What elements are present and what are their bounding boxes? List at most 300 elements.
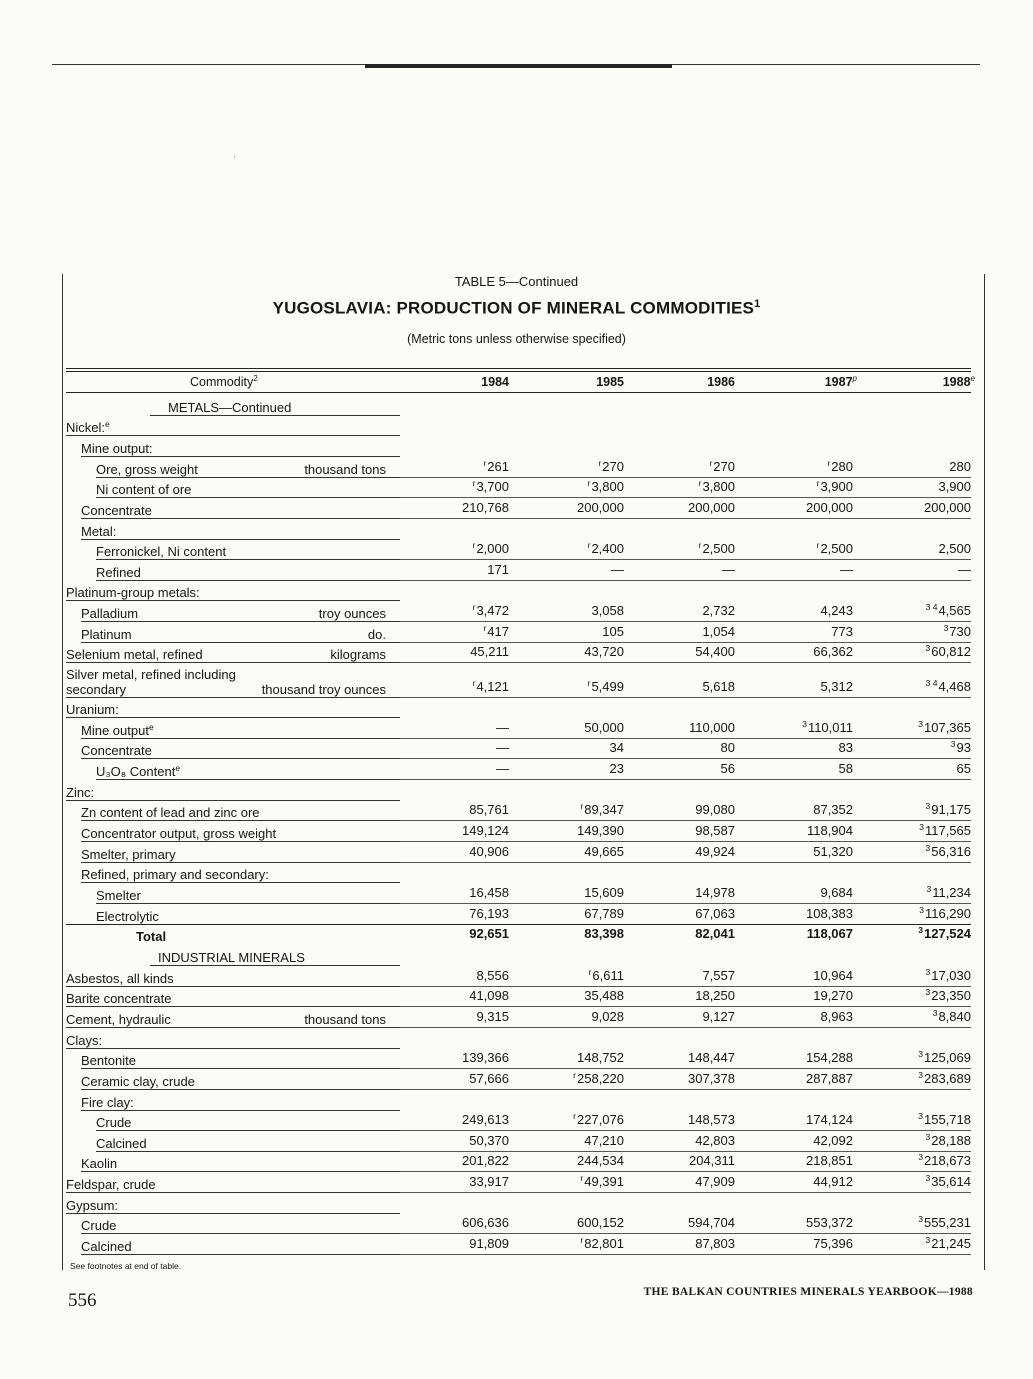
- cell-value: [483, 458, 509, 474]
- value-text: 11,234: [932, 885, 971, 900]
- table-row: [0, 739, 1033, 760]
- value-marker: r: [483, 457, 487, 468]
- row-label-text: Ore, gross weight: [96, 461, 198, 477]
- row-label-text: Asbestos, all kinds: [66, 970, 174, 986]
- value-text: 6,611: [592, 967, 624, 983]
- row-label-text: Refined: [96, 564, 141, 580]
- row-label-text: Metal:: [81, 523, 117, 539]
- value-text: 21,245: [931, 1236, 971, 1252]
- cell-value: [699, 478, 735, 494]
- value-text: 28,188: [931, 1132, 971, 1148]
- value-marker: 3: [918, 1069, 923, 1080]
- column-header-1986: [707, 374, 735, 389]
- cell-value: [709, 458, 735, 474]
- cell-value: [611, 562, 624, 577]
- year-label: 1986: [707, 375, 735, 390]
- value-text: —: [840, 561, 853, 577]
- row-label-text: Crude: [81, 1218, 117, 1234]
- value-text: 107,365: [924, 719, 971, 735]
- value-text: 3,900: [938, 479, 971, 495]
- table-row: [0, 498, 1033, 519]
- value-text: 270: [713, 458, 735, 474]
- cell-value: [695, 644, 735, 659]
- cell-value: [702, 1009, 735, 1024]
- cell-value: [584, 906, 624, 921]
- row-label-text: Ceramic clay, crude: [81, 1073, 195, 1089]
- value-text: 83: [838, 740, 853, 756]
- value-text: 89,347: [584, 802, 624, 818]
- year-label: 1987: [824, 375, 853, 390]
- value-marker: r: [698, 478, 702, 489]
- value-text: 76,193: [469, 905, 509, 921]
- cell-value: [702, 624, 735, 639]
- cell-value: [610, 761, 624, 776]
- value-text: 2,400: [591, 541, 624, 557]
- value-text: 91,175: [931, 802, 971, 818]
- cell-value: [588, 478, 624, 494]
- table-row: [0, 1090, 1033, 1111]
- value-row-rule: [400, 1254, 971, 1255]
- value-text: 44,912: [813, 1174, 853, 1190]
- total-rule: [66, 924, 971, 925]
- row-unit: thousand tons: [304, 461, 386, 477]
- value-text: 3,800: [702, 479, 735, 495]
- row-label-text: Palladium: [81, 606, 139, 622]
- row-label: [96, 763, 180, 779]
- value-marker: 3: [918, 718, 923, 729]
- cell-value: [813, 1133, 853, 1148]
- row-label: [81, 867, 269, 882]
- cell-value: [938, 479, 971, 494]
- value-marker: r: [472, 478, 476, 489]
- value-text: 85,761: [469, 802, 509, 818]
- cell-value: [918, 719, 971, 735]
- row-label: [81, 441, 153, 456]
- value-text: 118,067: [806, 926, 853, 942]
- row-label: [96, 909, 159, 924]
- cell-value: [462, 1153, 509, 1168]
- row-label: [66, 667, 236, 697]
- cell-value: [469, 906, 509, 921]
- value-text: 600,152: [577, 1215, 624, 1231]
- value-marker: 3: [925, 1131, 931, 1142]
- cell-value: [688, 1112, 735, 1127]
- value-text: 117,565: [924, 823, 971, 839]
- table-row: [0, 436, 1033, 457]
- cell-value: [462, 823, 509, 838]
- cell-value: [469, 844, 509, 859]
- cell-value: [926, 1235, 972, 1251]
- cell-value: [591, 1009, 624, 1024]
- value-text: 3,472: [476, 603, 509, 619]
- cell-value: [721, 740, 735, 755]
- value-text: 42,092: [813, 1132, 853, 1148]
- cell-value: [695, 926, 735, 941]
- table-row: [0, 663, 1033, 697]
- cell-value: [695, 1236, 735, 1251]
- page-number: 556: [68, 1290, 97, 1311]
- row-label: [66, 702, 119, 717]
- row-label: [81, 627, 132, 642]
- value-text: 200,000: [577, 499, 624, 515]
- cell-value: [689, 1153, 735, 1168]
- value-text: 83,398: [584, 926, 624, 942]
- value-text: 33,917: [469, 1174, 509, 1190]
- row-label: [81, 1074, 195, 1089]
- cell-value: [958, 562, 971, 577]
- table-row: [0, 842, 1033, 863]
- value-text: 45,211: [470, 644, 509, 660]
- cell-value: [839, 761, 853, 776]
- value-text: 66,362: [813, 644, 853, 660]
- value-text: 35,488: [584, 988, 624, 1004]
- value-text: 54,400: [695, 644, 735, 660]
- value-text: 3,800: [591, 479, 624, 495]
- value-marker: 3: [925, 643, 931, 654]
- cell-value: [806, 1153, 853, 1168]
- cell-value: [462, 1050, 509, 1065]
- row-label-text: Smelter, primary: [81, 846, 176, 862]
- value-text: 35,614: [931, 1174, 971, 1190]
- cell-value: [584, 644, 624, 659]
- table-row: [0, 602, 1033, 623]
- row-label-text: Zinc:: [66, 784, 95, 800]
- value-marker: r: [580, 801, 584, 812]
- value-marker: r: [483, 622, 487, 633]
- table-row: [0, 416, 1033, 437]
- value-text: 82,041: [695, 926, 735, 942]
- value-text: 2,732: [702, 603, 735, 619]
- row-label: [66, 971, 174, 986]
- row-unit: thousand troy ounces: [261, 681, 386, 697]
- value-text: 82,801: [584, 1236, 624, 1252]
- value-text: 244,534: [577, 1153, 624, 1169]
- row-label: [66, 1033, 102, 1048]
- table-row: [0, 698, 1033, 719]
- cell-value: [695, 823, 735, 838]
- value-text: 200,000: [806, 499, 853, 515]
- value-text: 8,840: [938, 1008, 971, 1024]
- row-label-text: Ferronickel, Ni content: [96, 544, 227, 560]
- row-label-text: Kaolin: [81, 1156, 118, 1172]
- cell-value: [695, 1174, 735, 1189]
- label-footnote-marker: e: [105, 419, 110, 430]
- value-marker: r: [587, 540, 591, 551]
- cell-value: [469, 1071, 509, 1086]
- cell-value: [918, 925, 971, 941]
- row-label: [81, 826, 276, 841]
- value-text: 50,000: [584, 719, 624, 735]
- cell-value: [806, 1050, 853, 1065]
- row-label-text: Electrolytic: [96, 908, 159, 924]
- value-text: 110,011: [807, 719, 853, 735]
- scan-speck: ': [234, 155, 236, 164]
- cell-value: [695, 885, 735, 900]
- value-text: 218,851: [806, 1153, 853, 1169]
- cell-value: [580, 1173, 624, 1189]
- value-text: 204,311: [688, 1153, 735, 1169]
- cell-value: [584, 926, 624, 941]
- row-label-text: Calcined: [96, 1135, 147, 1151]
- value-marker: 3 4: [925, 602, 938, 613]
- cell-value: [820, 603, 853, 618]
- value-text: 174,124: [806, 1112, 853, 1128]
- cell-value: [476, 968, 509, 983]
- cell-value: [926, 967, 972, 983]
- table-row: [0, 1172, 1033, 1193]
- value-text: 4,121: [476, 678, 509, 694]
- row-label: [66, 785, 94, 800]
- cell-value: [949, 459, 971, 474]
- value-marker: 3: [950, 739, 956, 750]
- value-marker: r: [709, 457, 713, 468]
- value-text: 201,822: [462, 1153, 509, 1169]
- value-text: 417: [487, 623, 509, 639]
- cell-value: [496, 761, 509, 776]
- table-row: [0, 540, 1033, 561]
- value-marker: 3 4: [925, 677, 938, 688]
- cell-value: [813, 644, 853, 659]
- table-row: [0, 457, 1033, 478]
- value-text: 67,063: [695, 905, 735, 921]
- row-label: [66, 585, 200, 600]
- value-text: 75,396: [813, 1236, 853, 1252]
- value-text: 15,609: [584, 885, 624, 900]
- value-text: 87,352: [813, 802, 853, 818]
- row-label: [96, 1136, 147, 1151]
- cell-value: [820, 679, 853, 694]
- row-label: [136, 929, 166, 944]
- row-label: [66, 991, 172, 1006]
- value-marker: r: [588, 966, 592, 977]
- row-label-line: Silver metal, refined including: [66, 666, 236, 682]
- cell-value: [602, 624, 624, 639]
- cell-value: [926, 987, 972, 1003]
- value-text: 287,887: [806, 1070, 853, 1086]
- cell-value: [584, 844, 624, 859]
- value-text: 10,964: [813, 967, 853, 983]
- cell-value: [695, 802, 735, 817]
- table-row: [0, 883, 1033, 904]
- value-text: 139,366: [462, 1050, 509, 1066]
- value-marker: 3: [918, 1152, 923, 1163]
- value-text: 553,372: [806, 1215, 853, 1231]
- value-marker: 3: [918, 1214, 923, 1225]
- cell-value: [918, 1214, 971, 1230]
- value-text: 270: [602, 458, 624, 474]
- value-text: 555,231: [924, 1215, 971, 1231]
- cell-value: [584, 988, 624, 1003]
- cell-value: [688, 1050, 735, 1065]
- row-label-text: Crude: [96, 1115, 132, 1131]
- value-marker: r: [472, 677, 476, 688]
- value-text: —: [496, 761, 509, 777]
- cell-value: [699, 540, 735, 556]
- cell-value: [577, 1215, 624, 1230]
- value-text: 18,250: [695, 988, 735, 1004]
- value-text: 283,689: [924, 1070, 971, 1086]
- cell-value: [918, 1152, 971, 1168]
- row-label: [81, 503, 152, 518]
- cell-value: [806, 500, 853, 515]
- row-leader-line: [81, 1254, 400, 1255]
- table-row: [0, 966, 1033, 987]
- section-heading: [0, 395, 1033, 416]
- row-label-text: Platinum-group metals:: [66, 585, 200, 601]
- value-text: 93: [956, 740, 971, 756]
- value-text: 148,752: [577, 1050, 624, 1066]
- commodity-footnote-marker: 2: [253, 374, 258, 383]
- row-label-text: Bentonite: [81, 1053, 136, 1069]
- table-row: [0, 863, 1033, 884]
- table-row: [0, 718, 1033, 739]
- value-marker: r: [598, 457, 602, 468]
- table-row: [0, 1193, 1033, 1214]
- cell-value: [806, 1112, 853, 1127]
- section-heading-label: METALS—Continued: [168, 399, 292, 415]
- row-label-text: Feldspar, crude: [66, 1177, 156, 1193]
- row-label-text: Gypsum:: [66, 1197, 119, 1213]
- value-text: 8,556: [476, 967, 509, 983]
- value-text: 34: [609, 740, 624, 756]
- value-text: 154,288: [806, 1050, 853, 1066]
- cell-value: [806, 906, 853, 921]
- row-label-text: Concentrate: [81, 743, 152, 759]
- cell-value: [462, 500, 509, 515]
- cell-value: [589, 967, 624, 983]
- cell-value: [806, 1215, 853, 1230]
- table-row: [0, 1214, 1033, 1235]
- row-unit: kilograms: [330, 647, 386, 663]
- row-label-text: U₃O₈ Content: [96, 764, 176, 780]
- row-label-text: Fire clay:: [81, 1094, 134, 1110]
- cell-value: [924, 500, 971, 515]
- table-row: [0, 904, 1033, 925]
- value-marker: r: [827, 457, 831, 468]
- value-text: 8,963: [820, 1008, 853, 1024]
- row-unit: do.: [367, 626, 386, 642]
- header-rule-double: [66, 371, 971, 372]
- table-row: [0, 1049, 1033, 1070]
- row-label: [81, 805, 260, 820]
- row-label-text: Total: [136, 929, 167, 945]
- row-label: [81, 1156, 117, 1171]
- row-label: [96, 565, 141, 580]
- value-marker: 3: [918, 925, 923, 936]
- value-marker: 3: [932, 1007, 938, 1018]
- value-marker: 3: [925, 987, 931, 998]
- top-rule-accent: [365, 64, 672, 68]
- value-text: 23,350: [931, 988, 971, 1004]
- row-label-text: Smelter: [96, 888, 141, 903]
- value-text: 5,499: [591, 678, 624, 694]
- value-text: 2,500: [938, 541, 971, 557]
- cell-value: [688, 1071, 735, 1086]
- value-text: 67,789: [584, 905, 624, 921]
- value-text: 249,613: [462, 1112, 509, 1128]
- cell-value: [598, 458, 624, 474]
- value-text: 7,557: [702, 967, 735, 983]
- value-text: 47,909: [695, 1174, 735, 1190]
- cell-value: [926, 801, 972, 817]
- value-text: 148,447: [688, 1050, 735, 1066]
- value-text: 4,243: [820, 603, 853, 619]
- value-text: 42,803: [695, 1132, 735, 1148]
- cell-value: [469, 802, 509, 817]
- value-text: 2,500: [702, 541, 735, 557]
- value-text: 280: [949, 458, 971, 474]
- value-text: 9,315: [476, 1008, 509, 1024]
- value-text: 80: [720, 740, 735, 756]
- value-text: 58: [838, 761, 853, 777]
- value-text: 227,076: [577, 1112, 624, 1128]
- row-label: [81, 1218, 116, 1233]
- label-footnote-marker: e: [148, 721, 154, 732]
- row-label-text: Mine output: [81, 722, 149, 738]
- value-marker: r: [587, 478, 591, 489]
- value-marker: r: [816, 478, 820, 489]
- cell-value: [695, 844, 735, 859]
- value-text: 47,210: [584, 1132, 624, 1148]
- table-row: [0, 1069, 1033, 1090]
- total-row: [0, 925, 1033, 946]
- value-text: 773: [831, 623, 853, 639]
- cell-value: [918, 1049, 971, 1065]
- table-row: [0, 478, 1033, 499]
- cell-value: [813, 968, 853, 983]
- cell-value: [584, 1133, 624, 1148]
- row-label: [96, 482, 191, 497]
- row-label: [96, 462, 198, 477]
- cell-value: [588, 678, 624, 694]
- value-text: 730: [949, 623, 971, 639]
- value-text: 125,069: [924, 1050, 971, 1066]
- value-text: 280: [831, 458, 853, 474]
- value-text: 171: [487, 561, 509, 577]
- value-marker: r: [587, 677, 591, 688]
- value-marker: 3: [919, 904, 924, 915]
- cell-value: [702, 679, 735, 694]
- year-label: 1985: [596, 375, 624, 390]
- value-text: 108,383: [806, 905, 853, 921]
- row-label-line: secondary: [66, 681, 126, 697]
- year-label: 1984: [481, 375, 509, 390]
- cell-value: [591, 603, 624, 618]
- cell-value: [813, 844, 853, 859]
- row-label-text: Nickel:: [66, 420, 106, 436]
- row-label: [66, 647, 203, 662]
- cell-value: [840, 562, 853, 577]
- cell-value: [577, 500, 624, 515]
- value-text: 261: [487, 458, 509, 474]
- cell-value: [483, 623, 509, 639]
- row-label: [81, 606, 138, 621]
- row-label-text: Ni content of ore: [96, 482, 192, 498]
- cell-value: [817, 478, 853, 494]
- cell-value: [496, 720, 509, 735]
- cell-value: [580, 1235, 624, 1251]
- cell-value: [577, 1153, 624, 1168]
- cell-value: [473, 540, 509, 556]
- column-header-1984: [481, 374, 509, 389]
- cell-value: [577, 1050, 624, 1065]
- cell-value: [926, 1173, 972, 1189]
- value-text: 92,651: [469, 926, 509, 942]
- cell-value: [573, 1111, 624, 1127]
- cell-value: [469, 1236, 509, 1251]
- row-label: [81, 722, 154, 738]
- value-text: 4,565: [938, 603, 971, 619]
